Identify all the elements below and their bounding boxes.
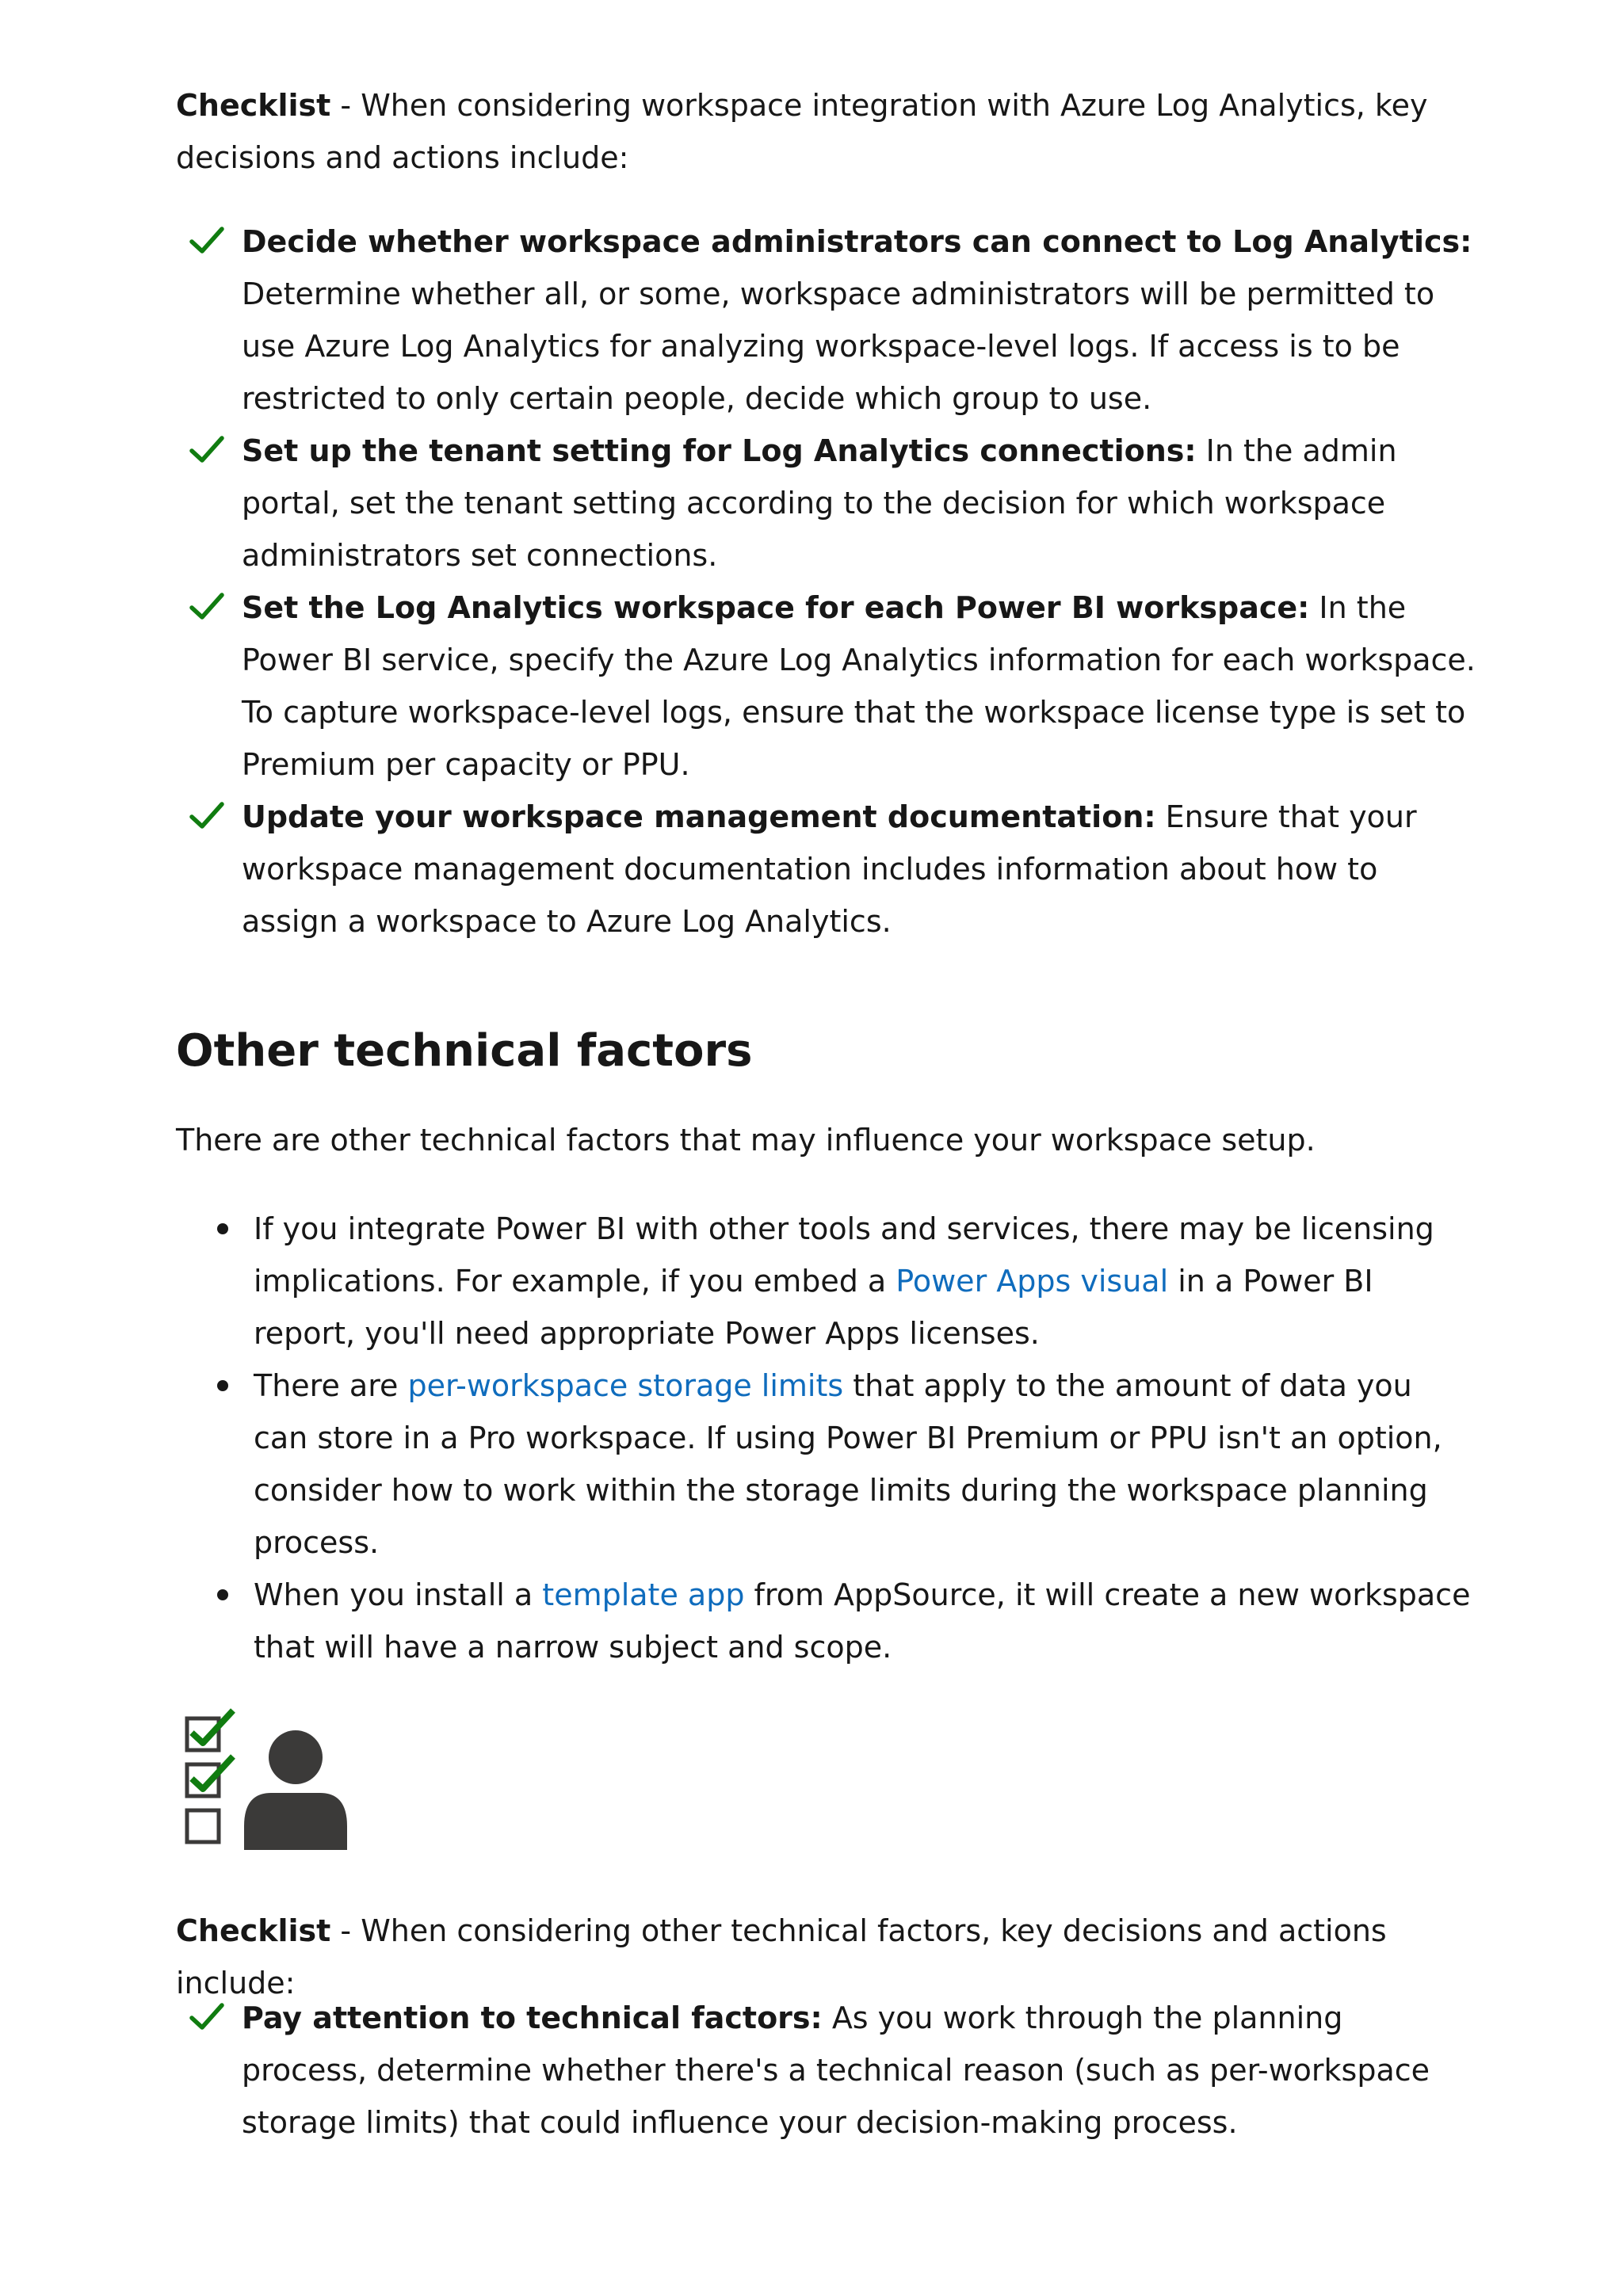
checklist-item	[176, 1992, 1476, 2149]
checklist-label: Checklist	[176, 1913, 331, 1948]
list-item-text: that apply to the amount of data you can store in a Pro workspace. If using Power BI Premium or PPU isn't an option, consider how to work within the storage limits during the workspace planning process.	[254, 1368, 1442, 1560]
template-app-link[interactable]: template app	[542, 1577, 745, 1612]
power-apps-visual-link[interactable]: Power Apps visual	[896, 1264, 1169, 1299]
checkmark-icon	[189, 434, 224, 466]
checklist-intro-text: - When considering other technical factors, key decisions and actions include:	[176, 1913, 1387, 2000]
checklist-item	[176, 425, 1476, 582]
checklist-item-text: In the Power BI service, specify the Azure Log Analytics information for each workspace. To capture workspace-level logs, ensure that the workspace license type is set to Premium per capacity or PPU.	[242, 590, 1476, 782]
checklist-item-text: As you work through the planning process, determine whether there's a technical reason (such as per-workspace storage limits) that could influence your decision-making process.	[242, 2000, 1430, 2140]
checklist-item-title: Set the Log Analytics workspace for each Power BI workspace:	[242, 590, 1310, 625]
checklist-label: Checklist	[176, 88, 331, 123]
bullet-dot	[217, 1589, 228, 1600]
storage-limits-link[interactable]: per-workspace storage limits	[407, 1368, 844, 1403]
checkmark-icon	[189, 800, 224, 832]
checklist-item	[176, 582, 1476, 791]
checklist-2	[176, 1992, 1476, 2149]
checklist-item-title: Set up the tenant setting for Log Analytics connections:	[242, 433, 1197, 468]
section-intro: There are other technical factors that may influence your workspace setup.	[176, 1123, 1316, 1158]
checklist-intro-text: - When considering workspace integration with Azure Log Analytics, key decisions and actions include:	[176, 88, 1428, 175]
list-item-text: If you integrate Power BI with other tools and services, there may be licensing implications. For example, if you embed a	[254, 1211, 1434, 1299]
checklist-intro-1	[176, 79, 1476, 184]
checklist-item-title: Pay attention to technical factors:	[242, 2000, 823, 2035]
checklist-item-text: Determine whether all, or some, workspace administrators will be permitted to use Azure Log Analytics for analyzing workspace-level logs. If access is to be restricted to only certain people, decide which group to use.	[242, 277, 1435, 416]
bullet-dot	[217, 1380, 228, 1391]
list-item	[176, 1569, 1476, 1673]
checklist-item-title: Decide whether workspace administrators can connect to Log Analytics:	[242, 224, 1472, 259]
checklist-person-icon	[182, 1707, 365, 1850]
checkmark-icon	[189, 591, 224, 623]
checklist-item	[176, 215, 1476, 425]
checkmark-icon	[189, 225, 224, 257]
list-item-text: in a Power BI report, you'll need appropriate Power Apps licenses.	[254, 1264, 1373, 1351]
checklist-1	[176, 215, 1476, 948]
checklist-item-title: Update your workspace management documentation:	[242, 799, 1156, 834]
checklist-item	[176, 791, 1476, 948]
section-heading: Other technical factors	[176, 1025, 753, 1077]
technical-factors-list	[176, 1203, 1476, 1673]
bullet-dot	[217, 1223, 228, 1234]
list-item-text: There are	[254, 1368, 408, 1403]
list-item	[176, 1203, 1476, 1360]
list-item-text: from AppSource, it will create a new workspace that will have a narrow subject and scope.	[254, 1577, 1471, 1665]
checklist-item-text: Ensure that your workspace management documentation includes information about how to assign a workspace to Azure Log Analytics.	[242, 799, 1417, 939]
checklist-item-text: In the admin portal, set the tenant setting according to the decision for which workspace administrators set connections.	[242, 433, 1397, 573]
list-item-text: When you install a	[254, 1577, 543, 1612]
checkmark-icon	[189, 2001, 224, 2033]
list-item	[176, 1360, 1476, 1569]
